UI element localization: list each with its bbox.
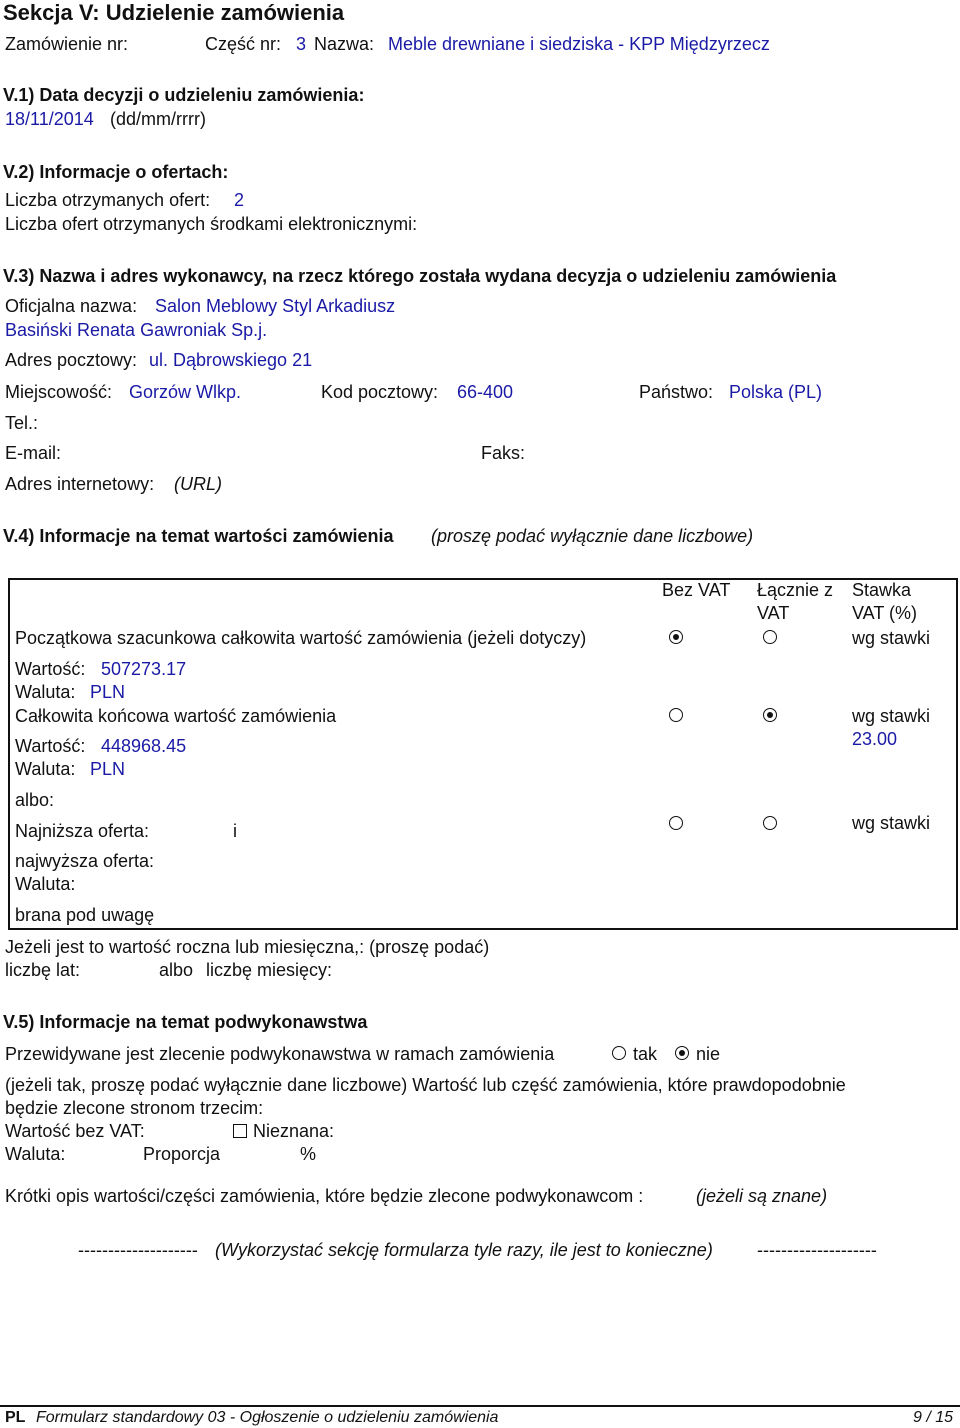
tel-label: Tel.: [5,413,39,433]
country-value: Polska (PL) [729,382,823,402]
postal-code-label: Kod pocztowy: [321,382,439,402]
initial-gross-radio[interactable] [763,630,777,644]
years-label: liczbę lat: [5,960,81,980]
www-hint: (URL) [174,474,222,494]
postal-code-value: 66-400 [457,382,514,402]
v4-title: V.4) Informacje na temat wartości zamówienia [3,526,394,546]
postal-address-value: ul. Dąbrowskiego 21 [149,350,313,370]
range-currency-label: Waluta: [15,874,76,894]
or2-label: albo [159,960,194,980]
initial-amount-label: Wartość: [15,659,86,679]
final-net-radio[interactable] [669,708,683,722]
months-label: liczbę miesięcy: [206,960,333,980]
range-gross-radio[interactable] [763,816,777,830]
initial-net-radio[interactable] [669,630,683,644]
subcontract-info-line1: (jeżeli tak, proszę podać wyłącznie dane liczbowe) Wartość lub część zamówienia, które prawdopodobnie [5,1075,846,1095]
v5-title: V.5) Informacje na temat podwykonawstwa [3,1012,368,1032]
subcontract-info-line2: będzie zlecone stronom trzecim: [5,1098,264,1118]
unknown-checkbox[interactable] [233,1124,247,1138]
v2-title: V.2) Informacje o ofertach: [3,162,229,182]
proportion-label: Proporcja [143,1144,221,1164]
order-name-label: Nazwa: [314,34,375,54]
order-name-value: Meble drewniane i siedziska - KPP Międzyrzecz [388,34,770,54]
fax-label: Faks: [481,443,526,463]
repeat-dashes-right: -------------------- [757,1240,877,1260]
offers-count-value: 2 [234,190,245,210]
short-desc-hint: (jeżeli są znane) [696,1186,828,1206]
initial-currency-label: Waluta: [15,682,76,702]
percent-sign: % [300,1144,317,1164]
initial-amount-value: 507273.17 [101,659,187,679]
v1-title: V.1) Data decyzji o udzieleniu zamówienia: [3,85,365,105]
decision-date: 18/11/2014 [5,109,94,129]
official-name-label: Oficjalna nazwa: [5,296,138,316]
and-label: i [233,821,237,841]
highest-offer-label: najwyższa oferta: [15,851,155,871]
footer-lang: PL [5,1409,26,1426]
range-rate-text: wg stawki [852,813,931,833]
date-format-hint: (dd/mm/rrrr) [110,109,206,129]
subcontract-no-radio[interactable] [675,1046,689,1060]
col-gross-header-line1: Łącznie z [757,580,834,600]
final-amount-value: 448968.45 [101,736,187,756]
part-nr-value: 3 [296,34,307,54]
subcontract-yes-radio[interactable] [612,1046,626,1060]
subcontract-question: Przewidywane jest zlecenie podwykonawstwa w ramach zamówienia [5,1044,555,1064]
final-rate-text: wg stawki [852,706,931,726]
lowest-offer-label: Najniższa oferta: [15,821,150,841]
order-nr-label: Zamówienie nr: [5,34,129,54]
initial-rate-text: wg stawki [852,628,931,648]
v4-hint: (proszę podać wyłącznie dane liczbowe) [431,526,754,546]
subcontract-yes-label: tak [633,1044,658,1064]
official-name-value-line1: Salon Meblowy Styl Arkadiusz [155,296,396,316]
col-gross-header-line2: VAT [757,603,790,623]
subcontract-currency-label: Waluta: [5,1144,66,1164]
col-net-header: Bez VAT [662,580,731,600]
part-nr-label: Część nr: [205,34,282,54]
subcontract-net-label: Wartość bez VAT: [5,1121,145,1141]
final-currency-value: PLN [90,759,126,779]
unknown-label: Nieznana: [253,1121,335,1141]
footer-page: 9 / 15 [913,1409,954,1426]
electronic-offers-label: Liczba ofert otrzymanych środkami elektronicznymi: [5,214,418,234]
final-value-label: Całkowita końcowa wartość zamówienia [15,706,337,726]
final-rate-value: 23.00 [852,729,898,749]
offers-count-label: Liczba otrzymanych ofert: [5,190,211,210]
subcontract-no-label: nie [696,1044,721,1064]
email-label: E-mail: [5,443,62,463]
or-label: albo: [15,790,55,810]
footer-rule [0,1405,960,1407]
repeat-dashes-left: -------------------- [78,1240,198,1260]
country-label: Państwo: [639,382,714,402]
postal-address-label: Adres pocztowy: [5,350,138,370]
col-rate-header-line1: Stawka [852,580,912,600]
repeat-note: (Wykorzystać sekcję formularza tyle razy, ile jest to konieczne) [215,1240,713,1260]
considered-label: brana pod uwagę [15,905,155,925]
annual-monthly-label: Jeżeli jest to wartość roczna lub miesięczna,: (proszę podać) [5,937,490,957]
initial-currency-value: PLN [90,682,126,702]
footer-form-title: Formularz standardowy 03 - Ogłoszenie o udzieleniu zamówienia [36,1409,499,1426]
www-label: Adres internetowy: [5,474,155,494]
final-currency-label: Waluta: [15,759,76,779]
short-desc-label: Krótki opis wartości/części zamówienia, które będzie zlecone podwykonawcom : [5,1186,644,1206]
section-title: Sekcja V: Udzielenie zamówienia [3,0,345,25]
col-rate-header-line2: VAT (%) [852,603,918,623]
v3-title: V.3) Nazwa i adres wykonawcy, na rzecz którego została wydana decyzja o udzieleniu zamówienia [3,266,837,286]
city-label: Miejscowość: [5,382,113,402]
range-net-radio[interactable] [669,816,683,830]
official-name-value-line2: Basiński Renata Gawroniak Sp.j. [5,320,268,340]
initial-value-label: Początkowa szacunkowa całkowita wartość zamówienia (jeżeli dotyczy) [15,628,587,648]
city-value: Gorzów Wlkp. [129,382,242,402]
final-gross-radio[interactable] [763,708,777,722]
final-amount-label: Wartość: [15,736,86,756]
